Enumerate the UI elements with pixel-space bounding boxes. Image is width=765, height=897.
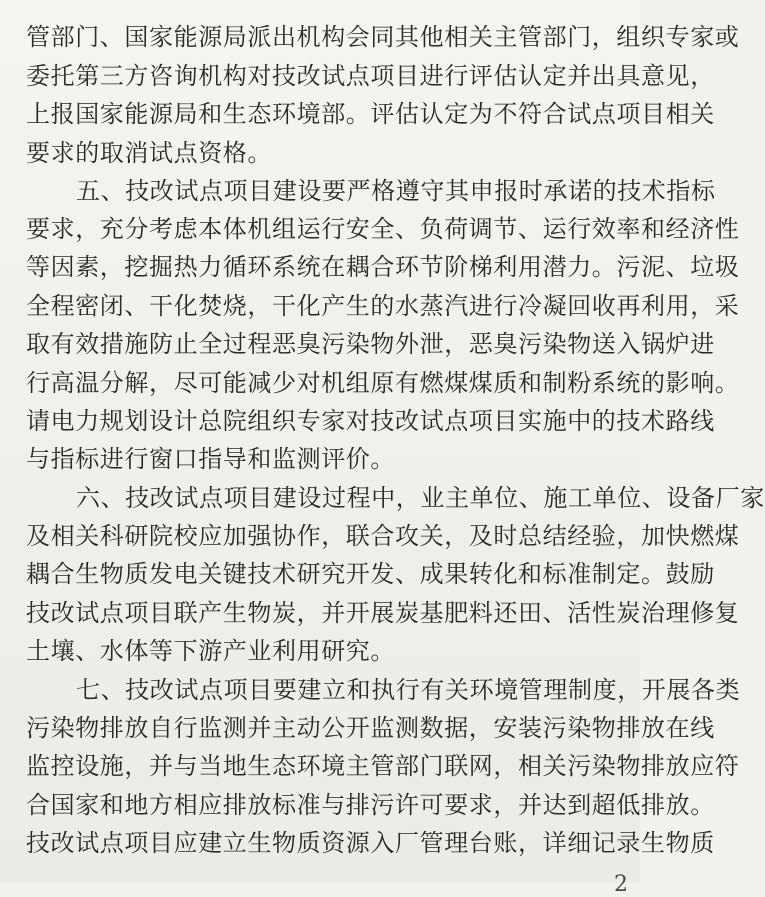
text-line: 技改试点项目应建立生物质资源入厂管理台账，详细记录生物质 [26, 829, 715, 857]
text-line: 监控设施，并与当地生态环境主管部门联网，相关污染物排放应符 [26, 752, 740, 780]
text-line: 及相关科研院校应加强协作，联合攻关，及时总结经验，加快燃煤 [26, 522, 740, 550]
text-line: 耦合生物质发电关键技术研究开发、成果转化和标准制定。鼓励 [26, 560, 715, 588]
text-line: 技改试点项目联产生物炭，并开展炭基肥料还田、活性炭治理修复 [26, 599, 740, 627]
text-line: 委托第三方咨询机构对技改试点项目进行评估认定并出具意见， [26, 62, 715, 90]
text-line: 等因素，挖掘热力循环系统在耦合环节阶梯利用潜力。污泥、垃圾 [26, 253, 740, 281]
page-number: 2 [614, 872, 628, 897]
text-line: 管部门、国家能源局派出机构会同其他相关主管部门，组织专家或 [26, 23, 740, 51]
text-line: 全程密闭、干化焚烧，干化产生的水蒸汽进行冷凝回收再利用，采 [26, 292, 740, 320]
text-line: 要求，充分考虑本体机组运行安全、负荷调节、运行效率和经济性 [26, 215, 740, 243]
paragraph-six-heading: 六、技改试点项目建设过程中，业主单位、施工单位、设备厂家 [76, 484, 765, 512]
text-line: 上报国家能源局和生态环境部。评估认定为不符合试点项目相关 [26, 100, 715, 128]
paragraph-five-heading: 五、技改试点项目建设要严格遵守其申报时承诺的技术指标 [76, 177, 716, 205]
text-line: 请电力规划设计总院组织专家对技改试点项目实施中的技术路线 [26, 407, 715, 435]
text-line: 取有效措施防止全过程恶臭污染物外泄，恶臭污染物送入锅炉进 [26, 330, 715, 358]
text-line: 要求的取消试点资格。 [26, 139, 272, 167]
text-line: 与指标进行窗口指导和监测评价。 [26, 445, 395, 473]
text-line: 污染物排放自行监测并主动公开监测数据，安装污染物排放在线 [26, 714, 715, 742]
paragraph-seven-heading: 七、技改试点项目要建立和执行有关环境管理制度，开展各类 [76, 676, 741, 704]
text-line: 土壤、水体等下游产业利用研究。 [26, 637, 395, 665]
text-line: 合国家和地方相应排放标准与排污许可要求，并达到超低排放。 [26, 791, 715, 819]
text-line: 行高温分解，尽可能减少对机组原有燃煤煤质和制粉系统的影响。 [26, 369, 740, 397]
